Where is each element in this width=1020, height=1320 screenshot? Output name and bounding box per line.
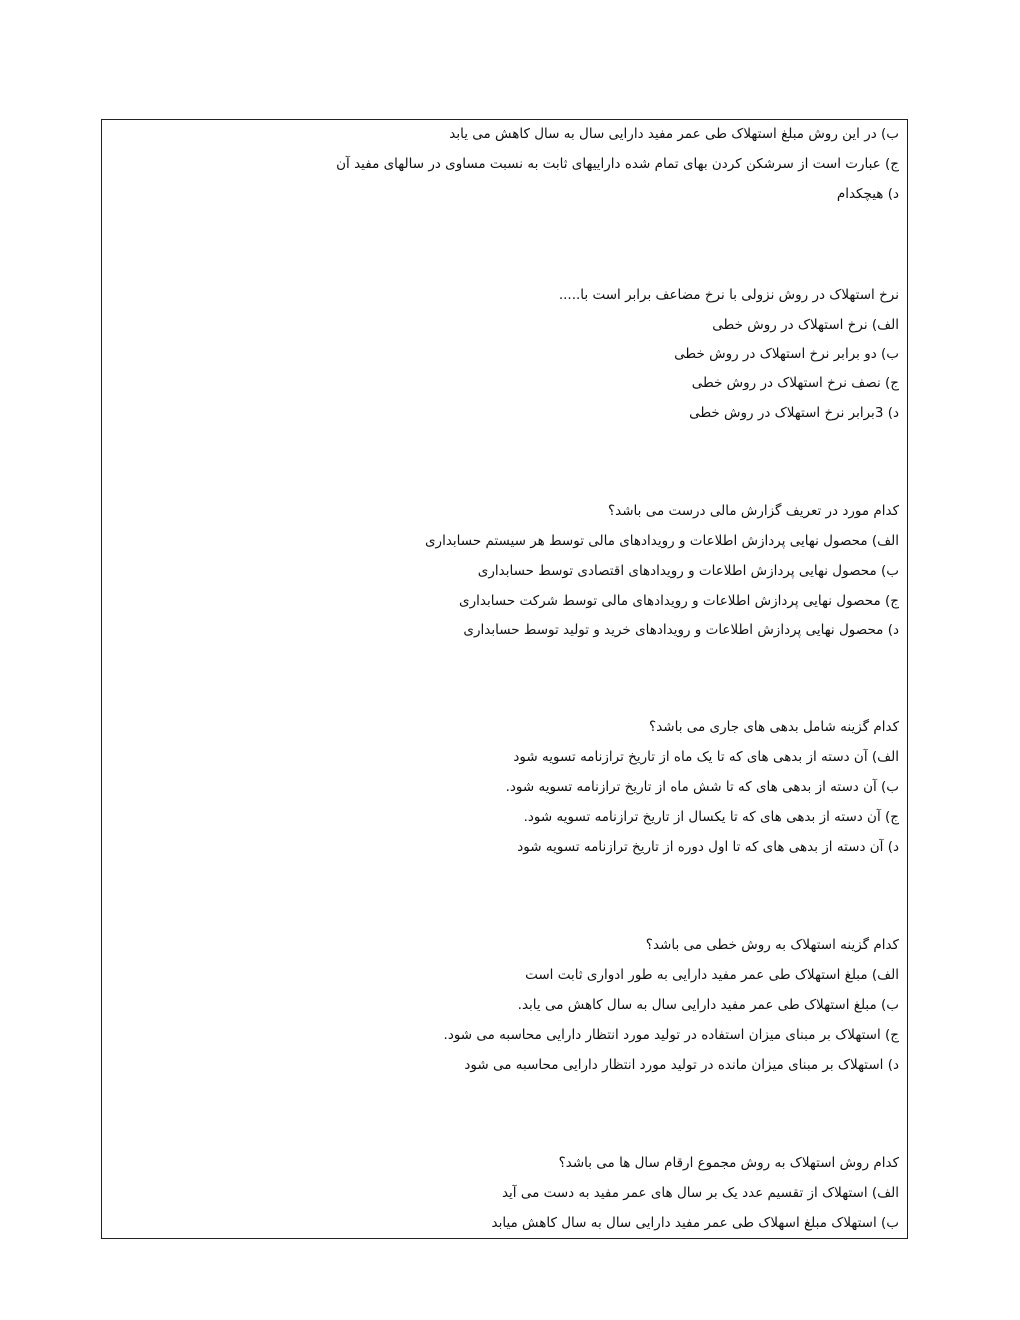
question-4-option-c: ج) استهلاک بر مبنای میزان استفاده در تولید مورد انتظار دارایی محاسبه می شود.	[443, 1027, 899, 1043]
question-5-text: کدام روش استهلاک به روش مجموع ارقام سال ها می باشد؟	[558, 1155, 899, 1171]
question-1-option-b: ب) دو برابر نرخ استهلاک در روش خطی	[674, 346, 899, 362]
intro-option-b: ب) در این روش مبلغ استهلاک طی عمر مفید دارایی سال به سال کاهش می یابد	[449, 126, 899, 142]
question-2-option-d: د) محصول نهایی پردازش اطلاعات و رویدادهای خرید و تولید توسط حسابداری	[463, 622, 899, 638]
question-4-option-b: ب) مبلغ استهلاک طی عمر مفید دارایی سال به سال کاهش می یابد.	[517, 997, 899, 1013]
question-3-option-a: الف) آن دسته از بدهی های که تا یک ماه از تاریخ ترازنامه تسویه شود	[513, 749, 899, 765]
question-4-option-d: د) استهلاک بر مبنای میزان مانده در تولید مورد انتظار دارایی محاسبه می شود	[464, 1057, 899, 1073]
question-3-option-d: د) آن دسته از بدهی های که تا اول دوره از تاریخ ترازنامه تسویه شود	[517, 839, 899, 855]
question-4-option-a: الف) مبلغ استهلاک طی عمر مفید دارایی به طور ادواری ثابت است	[525, 967, 899, 983]
question-2-option-c: ج) محصول نهایی پردازش اطلاعات و رویدادهای مالی توسط شرکت حسابداری	[459, 593, 899, 609]
question-3-option-c: ج) آن دسته از بدهی های که تا یکسال از تاریخ ترازنامه تسویه شود.	[523, 809, 899, 825]
question-1-option-a: الف) نرخ استهلاک در روش خطی	[712, 317, 899, 333]
question-4-text: کدام گزینه استهلاک به روش خطی می باشد؟	[645, 937, 899, 953]
question-1-option-d: د) 3برابر نرخ استهلاک در روش خطی	[689, 405, 899, 421]
intro-option-d: د) هیچکدام	[836, 186, 899, 202]
question-3-text: کدام گزینه شامل بدهی های جاری می باشد؟	[649, 719, 899, 735]
question-5-option-b: ب) استهلاک مبلغ اسهلاک طی عمر مفید دارایی سال به سال کاهش میابد	[491, 1215, 899, 1231]
question-2-text: کدام مورد در تعریف گزارش مالی درست می باشد؟	[607, 503, 899, 519]
intro-option-c: ج) عبارت است از سرشکن کردن بهای تمام شده داراییهای ثابت به نسبت مساوی در سالهای مفید آن	[336, 156, 899, 172]
question-2-option-a: الف) محصول نهایی پردازش اطلاعات و رویدادهای مالی توسط هر سیستم حسابداری	[424, 533, 899, 549]
question-1-text: نرخ استهلاک در روش نزولی با نرخ مضاعف برابر است با.....	[558, 287, 899, 303]
document-content	[102, 120, 907, 1238]
question-2-option-b: ب) محصول نهایی پردازش اطلاعات و رویدادهای اقتصادی توسط حسابداری	[477, 563, 899, 579]
question-1-option-c: ج) نصف نرخ استهلاک در روش خطی	[691, 375, 899, 391]
question-3-option-b: ب) آن دسته از بدهی های که تا شش ماه از تاریخ ترازنامه تسویه شود.	[505, 779, 899, 795]
question-5-option-a: الف) استهلاک از تقسیم عدد یک بر سال های عمر مفید به دست می آید	[501, 1185, 899, 1201]
page-frame	[101, 119, 908, 1239]
